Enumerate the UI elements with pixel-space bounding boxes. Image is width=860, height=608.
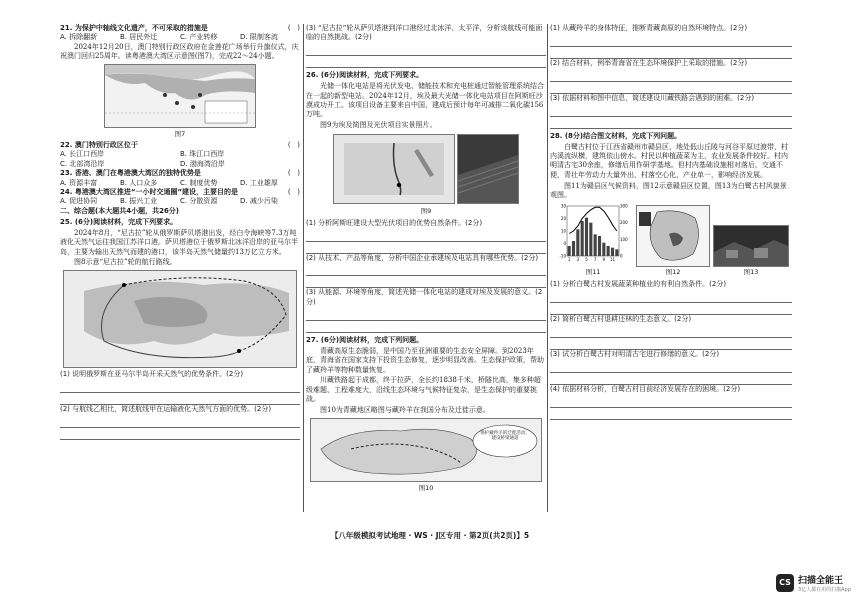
precipitation-bar — [602, 243, 605, 256]
temperature-tick-label: -10 — [559, 253, 566, 259]
month-tick-label: 3 — [576, 257, 580, 263]
q21-option-b: B. 居民外迁 — [120, 33, 158, 42]
camscanner-subtitle: 3亿人都在用的扫描App — [798, 587, 851, 593]
q22-option-a: A. 长江口西岸 — [60, 150, 105, 159]
question-28-2: (2) 简析白鹭古村退耕还林的生态意义。(2分) — [550, 314, 692, 323]
answer-line[interactable] — [306, 276, 546, 288]
question-25-3: (3) “尼古拉”轮从萨贝塔港到洋口港经过北冰洋、太平洋，分析该航线可能面临的自然挑战。(2分) — [306, 24, 543, 42]
q22-option-c: C. 北部湾沿岸 — [60, 159, 105, 168]
figure-13-caption: 图13 — [743, 268, 759, 277]
month-tick-label: 7 — [593, 257, 597, 263]
precipitation-bar — [576, 229, 579, 256]
intro-22-24: 2024年12月20日，澳门特别行政区政府在金莲花广场举行升旗仪式，庆祝澳门回归25周年。读粤港澳大湾区示意图(图7)，完成22～24小题。 — [60, 42, 299, 61]
figure-11-13-note: 图11为赣县区气候资料，图12示意赣县区位置，图13为白鹭古村风貌景观图。 — [550, 181, 787, 200]
answer-line[interactable] — [550, 47, 792, 59]
answer-line[interactable] — [550, 326, 792, 338]
q23-option-c: C. 制度优势 — [180, 178, 218, 187]
answer-line[interactable] — [550, 105, 792, 117]
precipitation-bar — [581, 221, 584, 256]
q21-option-d: D. 限制客流 — [240, 33, 278, 42]
q24-option-c: C. 分散资源 — [180, 197, 218, 206]
q23-option-b: B. 人口众多 — [120, 178, 158, 187]
q22-option-d: D. 渤海湾沿岸 — [180, 159, 225, 168]
figure-7-caption: 图7 — [174, 129, 186, 138]
question-26: 26. (6分)阅读材料，完成下列要求。 — [306, 71, 424, 80]
answer-line[interactable] — [550, 338, 792, 350]
material-26: 光储一体化电站是将光伏发电、储能技术和充电桩通过智能管理系统结合在一起的新型电站。2024年12月，埃及最大光储一体化电站项目在阿斯旺沙漠成功开工。该项目设备主要来自中国，建成后预计每年可减排二氧化碳156万吨。 — [306, 82, 544, 119]
figure-8-note: 图8示意“尼古拉”轮的航行路线。 — [74, 258, 177, 267]
precipitation-bar — [585, 218, 588, 256]
figure-10-caption: 图10 — [418, 483, 434, 492]
question-25-2: (2) 与航线乙相比，简述航线甲在运输液化天然气方面的优势。(2分) — [60, 404, 272, 413]
camscanner-title: 扫描全能王 — [798, 576, 844, 586]
question-28-3: (3) 试分析白鹭古村对明清古宅进行修缮的意义。(2分) — [550, 349, 720, 358]
answer-line[interactable] — [550, 117, 792, 129]
camscanner-logo: CS — [776, 574, 794, 592]
figure-9-solar-photo — [457, 134, 519, 204]
answer-line[interactable] — [550, 361, 792, 373]
question-28: 28. (8分)结合图文材料，完成下列问题。 — [550, 131, 682, 140]
month-tick-label: 1 — [567, 257, 571, 263]
question-28-1: (1) 分析白鹭古村发展蔬菜种植业的有利自然条件。(2分) — [550, 279, 727, 288]
month-tick-label: 11 — [609, 257, 616, 263]
answer-line[interactable] — [550, 396, 792, 408]
answer-line[interactable] — [550, 35, 792, 47]
q24-option-b: B. 振兴工业 — [120, 197, 158, 206]
precipitation-bar — [615, 249, 618, 256]
answer-line[interactable] — [550, 373, 792, 385]
section-2-heading: 二、综合题(本大题共4小题，共26分) — [60, 206, 180, 215]
temperature-tick-label: 20 — [560, 216, 566, 222]
material-25: 2024年8月，“尼古拉”轮从俄罗斯萨贝塔港出发，经白令海峡等7.3万吨液化天然气运往我国江苏洋口港。萨贝塔港位于俄罗斯北冰洋沿岸的亚马尔半岛，主要为输出天然气而建的港口，该半岛天然气储量约13万亿立方米。 — [60, 228, 298, 256]
figure-11-climate-chart — [553, 202, 633, 264]
precipitation-bar — [607, 246, 610, 256]
answer-line[interactable] — [60, 428, 300, 440]
figure-10-tibet-map — [310, 418, 542, 482]
figure-10-note: 图10为青藏地区略图与藏羚羊在我国分布及迁徙示意。 — [320, 406, 490, 415]
question-23: 23. 香港、澳门在粤港澳大湾区的独特优势是 — [60, 169, 201, 178]
figure-11-caption: 图11 — [585, 268, 601, 277]
column-1: 21. 为保护中轴线文化遗产，不可采取的措施是 ( ) A. 拆除翻新 B. 居民外迁 C. 产业转移 D. 限制客流 2024年12月20日，澳门特别行政区政府在金莲花广场举行升旗仪式，庆祝澳门回归25周年。读粤港澳大湾区示意图(图7)，完成22～24小题。 图7 22. 澳门特别行政区位于 ( ) A. 长江口西岸 B. 珠江口西岸 C. 北部湾沿岸 D. 渤海湾沿岸 23. 香港、澳门在粤港澳大湾区的独特优势是 ( ) A. 资源丰富 B. 人口众多 C. 制度优势 D. 工业雄厚 24. 粤港澳大湾区推进“一小时交通圈”建设，主要目的是 ( ) A. 促进协同 B. 振兴工业 C. 分散资源 D. 减少污染 二、综合题(本大题共4小题，共26分) 25. (6分)阅读材料，完成下列要求。 2024年8月，“尼古拉”轮从俄罗斯萨贝塔港出发，经白令海峡等7.3万吨液化天然气运往我国江苏洋口港。萨贝塔港位于俄罗斯北冰洋沿岸的亚马尔半岛，主要为输出天然气而建的港口，该半岛天然气储量约13万亿立方米。 图8示意“尼古拉”轮的航行路线。 (1) 说明俄罗斯在亚马尔半岛开采天然气的优势条件。(2分) (2) 与航线乙相比，简述航线甲在运输液化天然气方面的优势。(2分) — [60, 24, 300, 440]
answer-line[interactable] — [306, 321, 546, 333]
precipitation-tick-label: 100 — [620, 236, 628, 242]
question-27-1: (1) 从藏羚羊的身体特征，推断青藏高原的自然环境特点。(2分) — [550, 24, 748, 32]
q23-option-a: A. 资源丰富 — [60, 178, 98, 187]
question-26-3: (3) 从能源、环境等角度，简述光储一体化电站的建成对埃及发展的意义。(2分) — [306, 288, 543, 306]
question-27-2: (2) 结合材料，例举青海省在生态环境保护上采取的措施。(2分) — [550, 58, 748, 67]
material-27a: 青藏高原生态脆弱，是中国乃至亚洲重要的生态安全屏障。到2023年底，青海省在国家支持下投资生态修复，逐步明显改善。生态保护政策，帮助了藏羚羊等物种数量恢复。 — [306, 346, 544, 374]
q23-option-d: D. 工业雄厚 — [240, 178, 278, 187]
q24-option-a: A. 促进协同 — [60, 197, 98, 206]
answer-line[interactable] — [306, 309, 546, 321]
figure-8-route-map — [63, 270, 297, 368]
answer-line[interactable] — [550, 408, 792, 420]
q24-option-d: D. 减少污染 — [240, 197, 278, 206]
precipitation-bar — [611, 248, 614, 256]
question-26-2: (2) 从技术、产品等角度，分析中国企业承建埃及电站具有哪些优势。(2分) — [306, 253, 539, 262]
question-27: 27. (6分)阅读材料，完成下列问题。 — [306, 335, 424, 344]
q21-option-a: A. 拆除翻新 — [60, 33, 98, 42]
answer-line[interactable] — [60, 381, 300, 393]
precipitation-bar — [572, 241, 575, 256]
question-25-1: (1) 说明俄罗斯在亚马尔半岛开采天然气的优势条件。(2分) — [60, 369, 244, 378]
answer-line[interactable] — [550, 303, 792, 315]
figure-10-speech-bubble: 保护藏羚羊的迁徙活动，建设桥梁通道 — [480, 430, 530, 442]
month-tick-label: 9 — [602, 257, 606, 263]
precipitation-tick-label: 200 — [620, 220, 628, 226]
question-26-1: (1) 分析阿斯旺建设大型光伏项目的优势自然条件。(2分) — [306, 218, 483, 227]
answer-line[interactable] — [60, 393, 300, 405]
question-22: 22. 澳门特别行政区位于 — [60, 141, 138, 150]
precipitation-bar — [594, 234, 597, 256]
figure-9-egypt-map — [333, 134, 455, 204]
answer-line[interactable] — [306, 44, 546, 56]
precipitation-tick-label: 0 — [620, 253, 623, 259]
figure-12-caption: 图12 — [665, 268, 681, 277]
question-21: 21. 为保护中轴线文化遗产，不可采取的措施是 — [60, 24, 208, 32]
figure-9-caption: 图9 — [420, 207, 432, 216]
question-27-3: (3) 依据材料和图中信息，简述建设川藏铁路会遇到的困难。(2分) — [550, 93, 755, 102]
figure-9-note: 图9为埃及简图及光伏项目实景照片。 — [320, 121, 437, 130]
column-2 — [306, 24, 546, 495]
answer-line[interactable] — [306, 230, 546, 242]
figure-12-location-map — [636, 205, 710, 267]
temperature-tick-label: 10 — [560, 228, 566, 234]
material-27b: 川藏铁路起于成都，终于拉萨，全长约1838千米，桥隧比高，集多种超级难题、工程难度大，沿线生态环境与气候特征复杂，是生态保护的重要挑战。 — [306, 376, 541, 404]
answer-line[interactable] — [306, 242, 546, 254]
page-footer: 【八年级模拟考试地理 · WS · J区专用 · 第2页(共2页)】5 — [330, 531, 530, 540]
answer-line[interactable] — [306, 56, 546, 68]
figure-7-map — [104, 64, 256, 128]
question-25: 25. (6分)阅读材料，完成下列要求。 — [60, 217, 178, 226]
temperature-tick-label: 0 — [563, 241, 566, 247]
question-24: 24. 粤港澳大湾区推进“一小时交通圈”建设，主要目的是 — [60, 188, 239, 197]
answer-line[interactable] — [550, 82, 792, 94]
answer-line[interactable] — [550, 291, 792, 303]
figure-13-village-photo — [713, 225, 789, 267]
q21-option-c: C. 产业转移 — [180, 33, 218, 42]
precipitation-bar — [598, 236, 601, 256]
precipitation-tick-label: 300 — [620, 203, 628, 209]
question-28-4: (4) 依据材料分析，白鹭古村目前经济发展存在的困境。(2分) — [550, 384, 741, 393]
answer-line[interactable] — [60, 416, 300, 428]
column-3 — [550, 24, 792, 420]
precipitation-bar — [589, 223, 592, 256]
precipitation-bar — [568, 246, 571, 256]
material-28: 白鹭古村位于江西省赣州市赣县区，地处低山丘陵与河谷平原过渡带，村内溪流纵横，建筑依山傍水。村民以种植蔬菜为主，农业发展条件较好。村内明清古宅30余座，修缮后用作研学基地。但村内基础设施相对落后，交通不便，青壮年劳动力大量外出，村落空心化，产业单一，影响经济发展。 — [550, 142, 788, 179]
month-tick-label: 5 — [585, 257, 588, 263]
temperature-tick-label: 30 — [560, 203, 566, 209]
q22-option-b: B. 珠江口西岸 — [180, 150, 225, 159]
answer-line[interactable] — [306, 264, 546, 276]
answer-line[interactable] — [550, 70, 792, 82]
